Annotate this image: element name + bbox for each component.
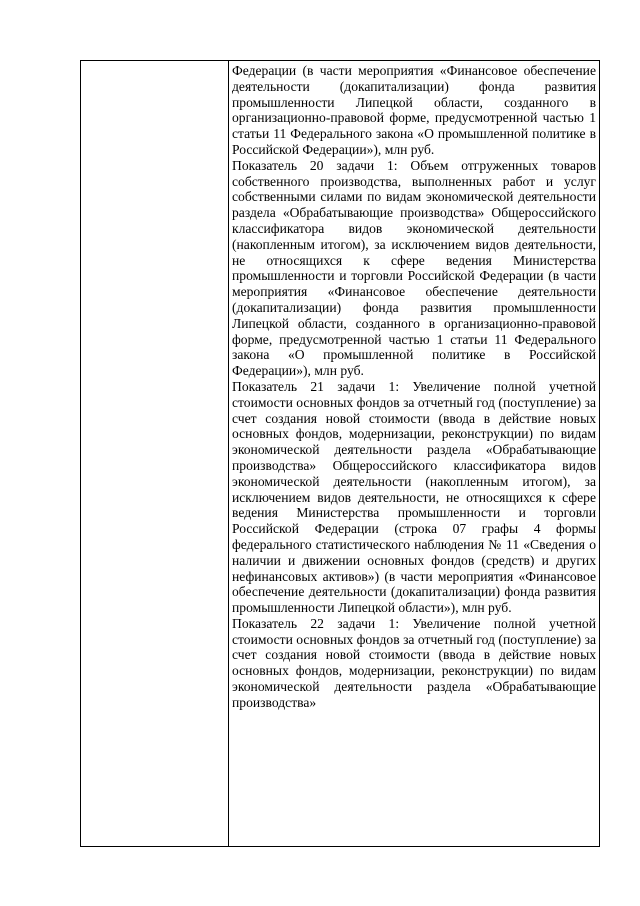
paragraph-indicator-20: Показатель 20 задачи 1: Объем отгруженных товаров собственного производства, выполненных работ и услуг собственными силами по видам экономической деятельности раздела «Обрабатывающие производства» Общероссийского классификатора видов экономической деятельности (накопленным итогом), за исключением видов деятельности, не относящихся к сфере ведения Министерства промышленности и торговли Российской Федерации (в части мероприятия «Финансовое обеспечение деятельности (докапитализации) фонда развития промышленности Липецкой области, созданного в организационно-правовой форме, предусмотренной частью 1 статьи 11 Федерального закона «О промышленной политике в Российской Федерации»), млн руб. [232, 157, 596, 379]
paragraph-federation-continuation: Федерации (в части мероприятия «Финансовое обеспечение деятельности (докапитализации) фонда развития промышленности Липецкой области, созданного в организационно-правовой форме, предусмотренной частью 1 статьи 11 Федерального закона «О промышленной политике в Российской Федерации»), млн руб. [232, 63, 596, 157]
left-column-cell [81, 61, 229, 846]
right-column-cell [229, 61, 599, 846]
indicators-table [80, 60, 600, 847]
paragraph-indicator-21: Показатель 21 задачи 1: Увеличение полной учетной стоимости основных фондов за отчетный год (поступление) за счет создания новой стоимости (ввода в действие новых основных фондов, модернизации, реконструкции) по видам экономической деятельности раздела «Обрабатывающие производства» Общероссийского классификатора видов экономической деятельности (накопленным итогом), за исключением видов деятельности, не относящихся к сфере ведения Министерства промышленности и торговли Российской Федерации (строка 07 графы 4 формы федерального статистического наблюдения № 11 «Сведения о наличии и движении основных фондов (средств) и других нефинансовых активов») (в части мероприятия «Финансовое обеспечение деятельности (докапитализации) фонда развития промышленности Липецкой области»), млн руб. [232, 378, 596, 616]
paragraph-indicator-22: Показатель 22 задачи 1: Увеличение полной учетной стоимости основных фондов за отчетный год (поступление) за счет создания новой стоимости (ввода в действие новых основных фондов, модернизации, реконструкции) по видам экономической деятельности раздела «Обрабатывающие производства» [232, 615, 596, 710]
